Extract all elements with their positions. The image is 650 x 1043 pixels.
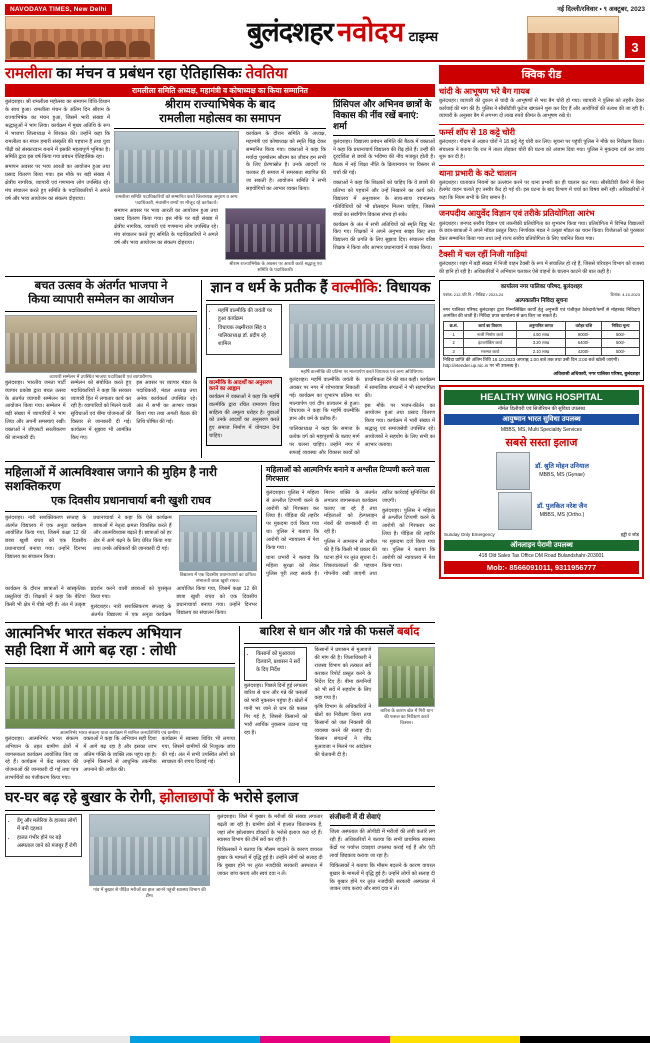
atmanirbhar-headline: आत्मनिर्भर भारत संकल्प अभियान सही दिशा में आगे बढ़ रहा : लोधी: [5, 626, 182, 660]
notice-footer-1: निविदा प्राप्ति की अंतिम तिथि 16.10.2023 अपराह्न 1:00 बजे तक तथा उसी दिन 3:00 बजे खोली जाएंगी।: [443, 357, 620, 363]
fever-headline: घर-घर बढ़ रहे बुखार के रोगी, झोलाछापों के भरोसे इलाज: [5, 790, 299, 807]
rail-item-title: टैक्सी में चल रहीं निजी गाड़ियां: [439, 250, 527, 259]
atmanirbhar-body: बुलंदशहर। आत्मनिर्भर भारत संकल्प अभियान के तहत ग्रामीण क्षेत्रों में जागरूकता कार्यक्रम आयोजित किए जा रहे हैं। कार्यक्रम में केंद्र सरकार की योजनाओं की जानकारी दी गई तथा पात्र लाभार्थियों का पंजीकरण किया गया। वक्ताओं ने कहा कि अभियान सही दिशा में आगे बढ़ रहा है और इसका लाभ अंतिम पंक्ति के व्यक्ति तक पहुंच रहा है। उन्होंने किसानों से आधुनिक तकनीक अपनाने की अपील की। कार्यक्रम में स्वास्थ्य शिविर भी लगाया गया, जिसमें ग्रामीणों की निःशुल्क जांच की गई। अंत में सभी उपस्थित लोगों को स्वच्छता की शपथ दिलाई गई।: [5, 735, 235, 782]
mahila-photo-caption: विद्यालय में एक दिवसीय प्रधानाचार्या का दायित्व संभालती छात्रा खुशी राघव।: [179, 571, 256, 583]
lead-headline-mid: का मंचन व प्रबंधन रहा ऐतिहासिकः: [52, 65, 246, 82]
bachat-headline: बचत उत्सव के अंतर्गत भाजपा ने किया व्यापारी सम्मेलन का आयोजन: [28, 280, 174, 306]
fever-body-1: बुलंदशहर। जिले में बुखार के मरीजों की संख्या लगातार बढ़ती जा रही है। ग्रामीण क्षेत्रों में हालात चिंताजनक हैं, जहां लोग झोलाछाप डॉक्टरों के भरोसे इलाज करा रहे हैं। स्वास्थ्य विभाग की टीमें सर्वे कर रही हैं। चिकित्सकों ने बताया कि मौसम बदलने के कारण वायरल बुखार के मामलों में वृद्धि हुई है। उन्होंने लोगों को सलाह दी कि बुखार होने पर तुरंत नजदीकी सरकारी अस्पताल में जाकर जांच कराएं और स्वयं दवा न लें।: [217, 813, 323, 878]
rail-item-text: बुलंदशहर। जनपद स्तरीय विज्ञान एवं तकनीकी प्रतियोगिता का शुभारंभ किया गया। प्रतियोगिता में विभिन्न विद्यालयों के छात्र-छात्राओं ने अपने मॉडल प्रस्तुत किए। निर्णायक मंडल ने उत्कृष्ट मॉडल का चयन किया। विजेताओं को पुरस्कार देकर सम्मानित किया गया तथा उन्हें राज्य स्तरीय प्रतियोगिता के लिए चयनित किया गया।: [439, 220, 644, 242]
right-rail: [439, 65, 644, 899]
rail-item-title: फर्म्स शॉप से 18 कट्टे चोरी: [439, 127, 515, 137]
barish-headline: बारिश से धान और गन्ने की फसलें बर्बाद: [259, 626, 420, 639]
notice-table: [443, 321, 640, 356]
cell: 4200/-: [566, 347, 602, 356]
rail-item: [439, 128, 644, 162]
ad-doctor-2: डॉ. पुलकित नरेश जैन MBBS, MS (Ortho.): [537, 503, 587, 518]
ad-badge-right: हड्डी व जोड़: [620, 531, 639, 537]
article-barish: बारिश से धान और गन्ने की फसलें बर्बाद • किसानों को मुआवजा दिलवाने, प्रशासन ने सर्वे के दिए निर्देश बुलंदशहर। पिछले दिनों हुई लगातार बारिश से धान और गन्ने की फसलों को भारी नुकसान पहुंचा है। खेतों में पानी भर जाने से धान की फसल गिर गई है, जिससे किसानों को भारी आर्थिक नुकसान उठाना पड़ रहा है। किसानों ने प्रशासन से मुआवजे की मांग की है। जिलाधिकारी ने राजस्व विभाग को तत्काल सर्वे कराकर रिपोर्ट प्रस्तुत करने के निर्देश दिए हैं। बीमा कंपनियों को भी सर्वे में सहयोग के लिए कहा गया है। कृषि विभाग के अधिकारियों ने खेतों का निरीक्षण किया तथा किसानों को जल निकासी की व्यवस्था करने की सलाह दी। किसान संगठनों ने शीघ्र मुआवजा न मिलने पर आंदोलन की चेतावनी दी है। बारिश के कारण खेत में गिरी धान की फसल का निरीक्षण करते किसान।: [239, 626, 435, 783]
page-number: 3: [625, 36, 645, 58]
rail-item-title: चांदी के आभूषण भरे बैग गायब: [439, 87, 530, 96]
lead-subbar: रामलीला समिति अध्यक्ष, महामंत्री व कोषाध्यक्ष का किया सम्मानित: [5, 84, 435, 97]
cell: 3: [444, 347, 464, 356]
notice-signature: अधिशासी अधिकारी, नगर पालिका परिषद, बुलंदशहर: [553, 370, 640, 376]
cell: मरम्मत कार्य: [464, 347, 516, 356]
valmiki-bullets: [206, 304, 282, 355]
cell: 1: [444, 330, 464, 339]
article-ramlila: [5, 65, 435, 273]
notice-date: दिनांक: 4.10.2023: [610, 291, 640, 297]
pulse-body: बुलंदशहर। विद्यालय प्रबंधन समिति की बैठक में वक्ताओं ने कहा कि प्रधानाचार्य विद्यालय की रीढ़ होते हैं। उन्हीं की दूरदर्शिता से छात्रों के भविष्य की नींव मजबूत होती है। बैठक में नई शिक्षा नीति के क्रियान्वयन पर विस्तार से चर्चा की गई। वक्ताओं ने कहा कि शिक्षकों को चाहिए कि वे छात्रों की प्रतिभा को पहचानें और उन्हें निखारने का कार्य करें। विद्यालय में अनुशासन के साथ-साथ रचनात्मक गतिविधियों को भी प्रोत्साहन मिलना चाहिए, जिससे बच्चों का सर्वांगीण विकास संभव हो सके। कार्यक्रम के अंत में सभी अतिथियों को स्मृति चिह्न भेंट किए गए। शिक्षकों ने अपने अनुभव साझा किए तथा विद्यालय की प्रगति के लिए सुझाव दिए। संचालन वरिष्ठ शिक्षक ने किया और आभार प्रधानाचार्य ने व्यक्त किया।: [333, 138, 435, 252]
lead-body-1: बुलंदशहर। श्री रामलीला महोत्सव का समापन विधि-विधान के साथ हुआ। रामलीला मंचन के अंतिम दिन श्रीराम के राज्याभिषेक का मंचन हुआ, जिसमें भारी संख्या में श्रद्धालुओं ने भाग लिया। कार्यक्रम में मुख्य अतिथि के रूप में भाजपा जिलाध्यक्ष ने शिरकत की। उन्होंने कहा कि रामलीला का मंचन हमारी संस्कृति की पहचान है तथा युवा पीढ़ी को संस्कारवान बनाने में इसकी महत्वपूर्ण भूमिका है। समिति द्वारा इस वर्ष किया गया प्रबंधन ऐतिहासिक रहा। समापन अवसर पर भव्य आरती का आयोजन हुआ तथा प्रसाद वितरण किया गया। इस मौके पर बड़ी संख्या में क्षेत्रीय नागरिक, व्यापारी एवं गणमान्य लोग उपस्थित रहे। मंच संचालन करते हुए समिति के पदाधिकारियों ने अगले वर्ष और भव्य आयोजन का संकल्प दोहराया।: [5, 99, 110, 202]
rail-item: [439, 169, 644, 203]
lead-headline-post: तेवतिया: [245, 65, 288, 82]
tender-notice: [439, 280, 644, 380]
mahila-subheadline: एक दिवसीय प्रधानाचार्या बनी खुशी राघव: [51, 494, 211, 507]
cell: 500/-: [602, 347, 640, 356]
publication-tag: NAVODAYA TIMES, New Delhi: [5, 4, 112, 15]
band-3: [5, 465, 435, 620]
masthead-title-1: बुलंदशहर: [246, 17, 333, 47]
valmiki-photo: [289, 304, 435, 368]
lead-sub-headline: श्रीराम राज्याभिषेक के बाद रामलीला महोत्सव का समापन: [114, 99, 326, 129]
mahila-body-2: प्रधानाचार्या ने कहा कि ऐसे कार्यक्रम छात्राओं में नेतृत्व क्षमता विकसित करते हैं और आत्मविश्वास बढ़ाते हैं। छात्राओं को हर क्षेत्र में आगे बढ़ने के लिए प्रेरित किया गया तथा उनके अधिकारों की जानकारी दी गई।: [93, 514, 172, 553]
notice-col: क्र.सं.: [444, 322, 464, 331]
rail-item: [439, 250, 644, 276]
bullet-item: • डेंगू और मलेरिया के हालात लोगों में बनी दहशत: [17, 818, 78, 834]
atmanirbhar-photo-caption: आत्मनिर्भर भारत संकल्प यात्रा कार्यक्रम में शामिल जनप्रतिनिधि एवं ग्रामीण।: [59, 729, 181, 735]
masthead-title-3: टाइम्स: [408, 29, 439, 44]
mahila-headline: महिलाओं में आत्मविश्वास जगाने की मुहिम है नारी सशक्तिकरण: [5, 464, 218, 494]
table-row: [444, 347, 640, 356]
quick-read-header: क्विक रीड: [439, 65, 644, 84]
notice-intro: नगर पालिका परिषद बुलंदशहर द्वारा निम्नलिखित कार्यों हेतु अनुभवी एवं पंजीकृत ठेकेदारों/फर्मों से मोहरबंद निविदाएं आमंत्रित की जाती हैं। निविदा प्रपत्र कार्यालय से क्रय किए जा सकते हैं।: [443, 306, 640, 318]
atmanirbhar-photo: [5, 667, 235, 729]
lead-photo-1: [114, 131, 239, 193]
bullet-item: • हालत गंभीर होने पर बड़े अस्पताल जाने को मजबूर हैं रोगी: [17, 835, 78, 851]
valmiki-callout: वाल्मीकि के आदर्शों का अनुसरण करने का आह्वान कार्यक्रम में वक्ताओं ने कहा कि महर्षि वाल्मीकि द्वारा रचित रामायण विश्व साहित्य की अमूल्य धरोहर है। युवाओं को उनके आदर्शों का अनुसरण करते हुए समाज निर्माण में योगदान देना चाहिए।: [206, 377, 282, 446]
rail-item-title: थाना प्रभारी के कटे चालान: [439, 168, 517, 178]
rail-item: [439, 87, 644, 121]
cell: 2.10 लाख: [516, 347, 565, 356]
cell: 9000/-: [566, 330, 602, 339]
doctor-photo: [498, 492, 532, 530]
ad-phone: Mob:- 8566091011, 9311956777: [444, 561, 639, 574]
rail-item-text: बुलंदशहर। व्यापारी की दुकान से चांदी के आभूषणों से भरा बैग चोरी हो गया। व्यापारी ने पुलिस को तहरीर देकर कार्रवाई की मांग की है। पुलिस ने सीसीटीवी फुटेज खंगालने शुरू कर दिए हैं और आरोपियों की तलाश की जा रही है। व्यापारी के अनुसार बैग में लगभग दो लाख रुपये कीमत के आभूषण रखे थे।: [439, 98, 644, 120]
ad-badge-left: Sunday Only Emergency: [444, 531, 495, 537]
cell: नाली निर्माण कार्य: [464, 330, 516, 339]
masthead: [5, 4, 645, 62]
rail-item-text: बुलंदशहर। यातायात नियमों का उल्लंघन करने पर थाना प्रभारी का ही चालान कट गया। सीसीटीवी कैमरे में बिना हेलमेट वाहन चलाते हुए तस्वीर कैद हो गई थी। इस घटना के बाद विभाग में चर्चा का विषय बनी रही। अधिकारियों ने कहा कि नियम सभी के लिए समान हैं।: [439, 179, 644, 201]
notice-col: निविदा मूल्य: [602, 322, 640, 331]
valmiki-headline: ज्ञान व धर्म के प्रतीक हैं वाल्मीकि: विधायक: [210, 280, 431, 297]
article-fever: [5, 790, 435, 899]
cell: 3.20 लाख: [516, 339, 565, 348]
notice-ref: पत्रांक: 212-परि.नि. / निविदा / 2023-24: [443, 291, 504, 297]
article-valmiki: [201, 280, 435, 458]
rail-item-text: बुलंदशहर। शहर में बड़ी संख्या में निजी वाहन टैक्सी के रूप में संचालित हो रहे हैं, जिससे परिवहन विभाग को राजस्व की हानि हो रही है। अधिकारियों ने अभियान चलाकर ऐसे वाहनों के चालान काटने की बात कही है।: [439, 261, 644, 275]
lead-headline-pre: रामलीला: [5, 65, 53, 82]
pulse-headline: प्रिंसिपल और अभिनव छात्रों के विकास की नींव रखें बनाएं: शर्मा: [333, 99, 432, 131]
fever-body-2: जिला अस्पताल की ओपीडी में मरीजों की लंबी कतारें लग रही हैं। अधिकारियों ने बताया कि सभी प्राथमिक स्वास्थ्य केंद्रों पर पर्याप्त दवाइयां उपलब्ध कराई गई हैं और एंटी लार्वा छिड़काव कराया जा रहा है। चिकित्सकों ने बताया कि मौसम बदलने के कारण वायरल बुखार के मामलों में वृद्धि हुई है। उन्होंने लोगों को सलाह दी कि बुखार होने पर तुरंत नजदीकी सरकारी अस्पताल में जाकर जांच कराएं और स्वयं दवा न लें।: [329, 829, 435, 893]
cell: 6400/-: [566, 339, 602, 348]
article-bachat: [5, 280, 197, 458]
notice-footer-2: http://etender.up.nic.in पर भी उपलब्ध है।: [443, 363, 519, 369]
barish-bullets: [244, 647, 307, 680]
mahila-body-1: बुलंदशहर। नारी सशक्तिकरण सप्ताह के अंतर्गत विद्यालय में एक अनूठा कार्यक्रम आयोजित किया गया, जिसमें कक्षा 12 की छात्रा खुशी राघव को एक दिवसीय प्रधानाचार्या बनाया गया। उन्होंने दिनभर विद्यालय का संचालन किया।: [5, 514, 87, 561]
masthead-right-photo: [527, 16, 619, 60]
cell: 2: [444, 339, 464, 348]
rail-item: [439, 209, 644, 243]
hospital-advertisement: [439, 385, 644, 579]
mahila-photo: [179, 515, 257, 571]
lead-photo-1-caption: रामलीला समिति पदाधिकारियों को सम्मानित करते जिलाध्यक्ष अनुराग व अन्य पदाधिकारी, मंचासीन राम्यों पर मौजूद रहे कार्यकर्ता।: [115, 193, 238, 205]
table-row: [444, 339, 640, 348]
valmiki-photo-caption: महर्षि वाल्मीकि की प्रतिमा पर माल्यार्पण करते विधायक एवं अन्य अतिथिगण।: [300, 368, 424, 374]
notice-title: कार्यालय नगर पालिका परिषद, बुलंदशहर: [500, 284, 583, 291]
shivir-headline: महिलाओं को आत्मनिर्भर बनाने व अश्लील टिप्पणी करने वाला गिरफ्तार: [266, 464, 430, 483]
lead-photo-2: [225, 208, 326, 260]
fever-photo: [89, 814, 210, 886]
barish-photo: [378, 647, 435, 707]
bachat-photo: [5, 315, 197, 373]
cell: 500/-: [602, 330, 640, 339]
registration-colorbar: [0, 1036, 650, 1043]
article-atmanirbhar: [5, 626, 235, 783]
band-4: [5, 626, 435, 783]
shivir-body: बुलंदशहर। पुलिस ने महिला से अश्लील टिप्पणी करने के आरोपी को गिरफ्तार कर लिया है। पीड़िता की तहरीर पर मुकदमा दर्ज किया गया था। पुलिस ने बताया कि आरोपी को न्यायालय में पेश किया गया। थाना प्रभारी ने बताया कि महिला सुरक्षा को लेकर पुलिस पूरी तरह सतर्क है। मिशन शक्ति के अंतर्गत लगातार जागरूकता कार्यक्रम चलाए जा रहे हैं तथा महिलाओं को हेल्पलाइन नंबरों की जानकारी दी जा रही है। पुलिस ने आमजन से अपील की है कि किसी भी प्रकार की घटना होने पर तुरंत सूचना दें। शिकायतकर्ता की पहचान गोपनीय रखी जाएगी तथा त्वरित कार्रवाई सुनिश्चित की जाएगी। बुलंदशहर। पुलिस ने महिला से अश्लील टिप्पणी करने के आरोपी को गिरफ्तार कर लिया है। पीड़िता की तहरीर पर मुकदमा दर्ज किया गया था। पुलिस ने बताया कि आरोपी को न्यायालय में पेश किया गया।: [266, 489, 435, 577]
ad-bottom-band: ऑनलाइन पेरामी उपलब्ध: [444, 540, 639, 551]
rail-item-title: जनपदीय आयुर्वेद विज्ञान एवं तरीके प्रतियोगिता आरंभ: [439, 209, 595, 219]
cell: 4.50 लाख: [516, 330, 565, 339]
ad-hospital-name: HEALTHY WING HOSPITAL: [444, 390, 639, 405]
ad-offer: सबसे सस्ता इलाज: [505, 436, 578, 449]
notice-heading: अल्पकालीन निविदा सूचना: [515, 298, 568, 305]
ad-scheme-sub: MBBS, MS, Multi Speciality Services: [500, 426, 583, 433]
edition-date: नई दिल्ली/रविवार • ९ अक्टूबर, 2023: [557, 6, 645, 13]
ad-scheme: आयुष्मान भारत सुविधा उपलब्ध: [444, 414, 639, 425]
masthead-left-photo: [5, 16, 155, 60]
mahila-body-3: कार्यक्रम के दौरान छात्राओं ने सांस्कृतिक प्रस्तुतियां दीं। शिक्षकों ने कहा कि बेटियां किसी भी क्षेत्र में पीछे नहीं हैं। अंत में उत्कृष्ट प्रदर्शन करने वाली छात्राओं को पुरस्कृत किया गया। बुलंदशहर। नारी सशक्तिकरण सप्ताह के अंतर्गत विद्यालय में एक अनूठा कार्यक्रम आयोजित किया गया, जिसमें कक्षा 12 की छात्रा खुशी राघव को एक दिवसीय प्रधानाचार्या बनाया गया। उन्होंने दिनभर विद्यालय का संचालन किया।: [5, 585, 257, 618]
article-mahila: [5, 465, 257, 620]
fever-sub-headline: संजीवनी में दी सेवाएं: [329, 813, 381, 821]
fever-photo-caption: गांव में बुखार से पीड़ित मरीजों का हाल जानने पहुंची स्वास्थ्य विभाग की टीम।: [93, 886, 206, 898]
table-row: [444, 330, 640, 339]
bachat-body: बुलंदशहर। भारतीय जनता पार्टी व्यापार प्रकोष्ठ द्वारा बचत उत्सव के अंतर्गत व्यापारी सम्मेलन का आयोजन किया गया। सम्मेलन में बड़ी संख्या में व्यापारियों ने भाग लिया और अपनी समस्याएं रखीं। वक्ताओं ने जीएसटी सरलीकरण की जानकारी दी। सम्मेलन को संबोधित करते हुए पदाधिकारियों ने कहा कि सरकार व्यापारी हित में लगातार कार्य कर रही है। व्यापारियों को मिलने वाली सुविधाओं एवं बीमा योजनाओं की विस्तार से जानकारी दी गई। कार्यक्रम में सुझाव भी आमंत्रित किए गए। इस अवसर पर व्यापार मंडल के पदाधिकारी, मंडल अध्यक्ष तथा अनेक कार्यकर्ता उपस्थित रहे। अंत में सभी का आभार व्यक्त किया गया तथा अगली बैठक की तिथि घोषित की गई।: [5, 379, 197, 441]
notice-col: अनुमानित लागत: [516, 322, 565, 331]
bullet-item: • विधायक लक्ष्मीराज सिंह व पालिकाध्यक्ष डॉ. प्रदीप रहे शामिल: [218, 325, 278, 348]
ad-doctor-1: डॉ. श्रुति मोहन उनियाल MBBS, MS (Gynae): [535, 463, 589, 478]
valmiki-body: बुलंदशहर। महर्षि वाल्मीकि जयंती के अवसर पर नगर में शोभायात्रा निकाली गई। कार्यक्रम का शुभारंभ प्रतिमा पर माल्यार्पण एवं दीप प्रज्वलन से हुआ। विधायक ने कहा कि महर्षि वाल्मीकि ज्ञान और धर्म के प्रतीक हैं। पालिकाध्यक्ष ने कहा कि समाज के प्रत्येक वर्ग को महापुरुषों के बताए मार्ग पर चलना चाहिए। उन्होंने नगर में सफाई व्यवस्था और विकास कार्यों को प्राथमिकता देने की बात कही। कार्यक्रम में सामाजिक संगठनों ने भी सहभागिता की। इस मौके पर भजन-कीर्तन का आयोजन हुआ तथा प्रसाद वितरण किया गया। कार्यक्रम में भारी संख्या में श्रद्धालु एवं समाजसेवी उपस्थित रहे। आयोजकों ने सहयोग के लिए सभी का आभार जताया।: [289, 376, 435, 456]
band-2: [5, 280, 435, 458]
fever-bullets: [5, 814, 82, 857]
ad-address: 418 Old Sales Tax Office DM Road Bulandshahr-203001: [478, 552, 605, 559]
lead-body-2: कार्यक्रम के दौरान समिति के अध्यक्ष, महामंत्री एवं कोषाध्यक्ष को स्मृति चिह्न देकर सम्मानित किया गया। वक्ताओं ने कहा कि मर्यादा पुरुषोत्तम श्रीराम का जीवन हम सभी के लिए प्रेरणास्रोत है। उनके आदर्शों पर चलकर ही समाज में समरसता स्थापित की जा सकती है। आयोजन समिति ने सभी सहयोगियों का आभार व्यक्त किया।: [246, 130, 326, 193]
notice-col: धरोहर राशि: [566, 322, 602, 331]
cell: इंटरलॉकिंग कार्य: [464, 339, 516, 348]
lead-headline: [5, 65, 435, 82]
cell: 500/-: [602, 339, 640, 348]
bullet-item: • महर्षि वाल्मीकि की जयंती पर हुआ कार्यक्रम: [218, 308, 278, 324]
doctor-photo: [496, 452, 530, 490]
lead-photo-2-caption: श्रीराम राज्याभिषेक के अवसर पर आरती करते श्रद्धालु एवं समिति के पदाधिकारी।: [229, 260, 322, 273]
ad-tagline: नॉर्मल डिलीवरी एवं सिजेरियन की सुविधा उपलब्ध: [497, 405, 586, 412]
page-title: [160, 12, 525, 49]
bullet-item: • किसानों को मुआवजा दिलवाने, प्रशासन ने सर्वे के दिए निर्देश: [256, 651, 303, 674]
masthead-title-2: नवोदय: [337, 17, 405, 47]
notice-col: कार्य का विवरण: [464, 322, 516, 331]
article-shivir: [261, 465, 435, 620]
main-column: [5, 65, 435, 899]
barish-photo-caption: बारिश के कारण खेत में गिरी धान की फसल का निरीक्षण करते किसान।: [380, 708, 433, 726]
lead-body-3: समापन अवसर पर भव्य आरती का आयोजन हुआ तथा प्रसाद वितरण किया गया। इस मौके पर बड़ी संख्या में क्षेत्रीय नागरिक, व्यापारी एवं गणमान्य लोग उपस्थित रहे। मंच संचालन करते हुए समिति के पदाधिकारियों ने अगले वर्ष और भव्य आयोजन का संकल्प दोहराया।: [114, 207, 218, 246]
rail-item-text: बुलंदशहर। गोदाम से अज्ञात चोरों ने 18 कट्टे गेहूं चोरी कर लिए। सूचना पर पहुंची पुलिस ने मौके का निरीक्षण किया। संचालक ने बताया कि रात में ताला तोड़कर चोरी की घटना को अंजाम दिया गया। पुलिस ने मुकदमा दर्ज कर जांच शुरू कर दी है।: [439, 139, 644, 160]
bachat-photo-caption: व्यापारी सम्मेलन में उपस्थित भाजपा पदाधिकारी एवं व्यापारीगण।: [49, 373, 153, 379]
